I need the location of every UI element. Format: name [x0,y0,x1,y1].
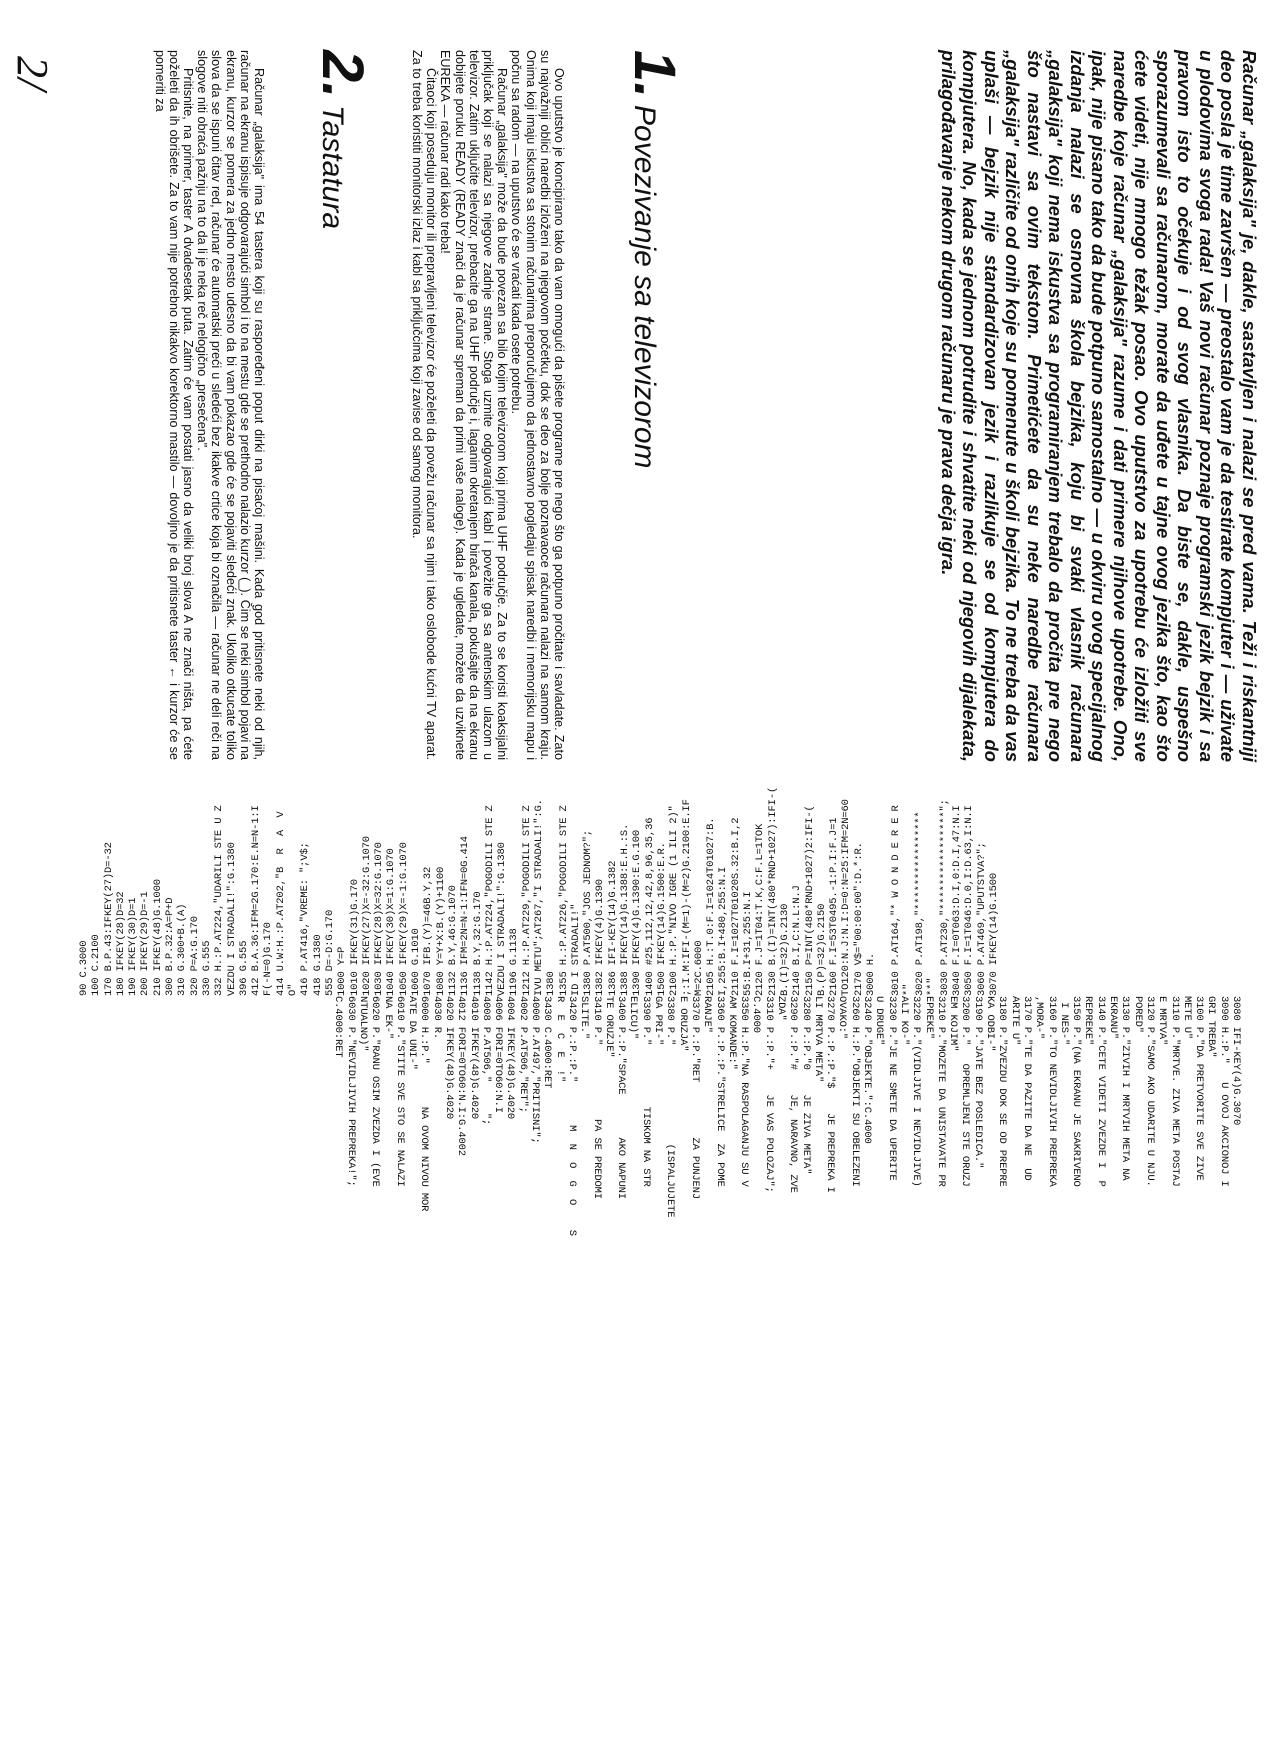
code-line: KA ODBI-" [984,996,997,1052]
code-line: ;:I.M:IFI-(M=1)-(M=2)G.2100:E.IF [680,799,693,996]
code-line [877,296,889,996]
code-line: 2140 B.I,C:N.L:N.J [791,885,804,996]
code-line: 4002 P.AT506,"RET"; [516,996,529,1113]
code-line: 1382 IFKEY(4)G.1390 [594,879,607,996]
code-line: 1380 P.AT500,"JOS JEDNOM?"; [582,829,595,996]
code-line: 1212 H.:P.AT229,"POGODILI STE Z [520,805,533,996]
code-line: 200 IFKEY(29)D=-1 [139,891,152,996]
code-line: SLITE." [578,996,591,1040]
code-line: 3360 P.:P.:P."STRELICE ZA POME [713,996,726,1187]
code-line: 3350 H.:P."NA RASPOLAGANJU SU V [738,996,751,1187]
code-line: 320 P=A:G.170 [188,916,201,996]
code-line: OVAKO:" [836,996,849,1040]
code-line: 1070 IFB.(Y)=46B.Y,32 [422,866,435,996]
code-line: 3180 P."ZVEZDU DOK SE OD PREPRE [996,996,1009,1187]
code-line: 4008 P.AT506," "; [479,996,492,1126]
section2-heading [309,50,376,229]
code-line: EPREKE" [922,996,935,1040]
code-line: 3120 P."SAMO AKO UDARITE U NJU. [1143,996,1156,1187]
code-line: *" [901,983,914,996]
code-line: 396 G.555 [237,940,250,996]
code-line: ARITE U" [1008,996,1021,1046]
code-line: ,MORA-" [1033,996,1046,1040]
code-line: ZDA" [775,996,788,1021]
code-line: 418 G.1380 [311,934,324,996]
code-line: R E C E !" [553,996,566,1083]
code-line: 1030 IFKEY(28)X=32:G.1070 [373,842,386,996]
code-line: 4012 FORI=0TO60:N.I:G.4002 [455,996,468,1156]
basic-listing-right [332,996,1242,1696]
code-line: 3240 P."OBJEKTE.":C.4000 [861,996,874,1144]
code-line: 3390 P." TISKOM NA STR [639,996,652,1187]
code-line: 1390 IFKEY(4)G.1390:E.G.100 [631,829,644,996]
code-line: 414 U.W:H.:P.AT202,"B R A V [274,811,287,996]
code-line: ATE DA UNI-" [406,996,419,1070]
code-line: 3090 H.:P." U OVOJ AKCIONOJ I [1217,996,1230,1187]
code-line: 300 B.P.32:A=P+D [164,897,177,996]
page-number: 2/ [8,56,57,91]
code-line: 1136 IFM=2N=N-1:IFN=0G.414 [459,836,472,996]
code-line: 3420 P.:P.:P." M N O G O S [565,996,578,1236]
code-line: 2120 F.J=1T04:T.K,C:F.L=1TOK [754,823,767,996]
intro-paragraph: Računar „galaksija" je, dakle, sastavljen i nalazi se pred vama. Teži i riskantniji deo posla je time završen — preostalo vam je da testirate kompjuter i — uživate u plodovima svoga rada! Vaš novi računar poznaje programski jezik bejzik i sa pravom isto to očekuje i od svog vlasnika. Da biste se, dakle, uspešno sporazumevali sa računarom, morate da uđete u tajne ovog jezika što, kao što ćete videti, nije mnogo težak posao. Ovo uputstvo za upotrebu će izložiti sve naredbe koje računar „galaksija" razume i dati primere njihove upotrebe. Ono, ipak, nije pisano tako da bude potpuno samostalno — u okviru ovog specijalnog izdanja nalazi se osnovna škola bejzika, koju bi svaki vlasnik računara „galaksija" koji nema iskustva sa programiranjem trebalo da pročita pre nego što nastavi sa ovim tekstom. Primetićete da su neke naredbe računara „galaksija" različite od onih koje su pomenute u školi bejzika. To ne treba da vas uplaši — bejzik nije standardizovan jezik i razlikuje se od kompjutera do kompjutera. No, kada se jednom potrudite i shvatite neki od njegovih dijalekata, prilagođavanje nekom drugom računaru je prava dečja igra. [938,50,1260,762]
code-line: 170 B.P.43:IFKEY(27)D=-32 [102,842,115,996]
code-line: 3060 P.AT469,"UPUTSTVA?"; [975,842,988,996]
code-line: 2100 H.:P."NIVO IGRE (1 ILI 2)" [668,805,681,996]
code-line: 416 P.AT416,"VREME: ";V$; [299,842,312,996]
code-line: 3430 C.4000:RET [541,996,554,1089]
code-line: 4006 FORI=0TO60:N.I [492,996,505,1113]
code-line: 3260 H.:P."OBJEKTI SU OBELEZENI [848,996,861,1187]
code-line: TE ORUZJE" [602,996,615,1058]
code-line: 330 G.555 [200,940,213,996]
code-line: 1010 IFKEY(31)G.170 [348,879,361,996]
section1-paragraph: Računar „galaksija" može da bude povezan sa bilo kojim televizorom koji prima UHF područje. Za to se koristi koaksijalni priključak koji se nalazi sa njegove zadnje strane. Stoga uzmite odgovarajući kabl i povežite ga sa antenskim ulazom u televizor. Zatim uključite televizor, prebacite ga na UHF područje i, laganim okretanjem birača kanala, pokušajte da na ekranu dobijete poruku READY (READY znači da je računar spreman da primi vaše naloge). Kada je ugledate, možete da uzviknete EUREKA — računar radi kako treba! [438,50,510,760]
code-line: LI MRTVA META" [811,996,824,1083]
code-line: 3400 P.:P."SPACE AKO NAPUNI [615,996,628,1199]
code-line: 1380 [545,971,558,996]
code-line: ALI KO-" [897,996,910,1046]
code-line: 3010 P.AT164,"* W O N D E R E R [889,805,902,996]
code-line: 3130 P."ZIVIH I MRTVIH META NA [1119,996,1132,1181]
code-line: E MRTVA" [1156,996,1169,1046]
code-line: O" [287,983,300,996]
code-line: PORED" [1131,996,1144,1033]
code-line: 3280 P.:P."0 JE ZIVA META" [799,996,812,1175]
code-line: 3030 P.AT230,"****************"; [938,799,951,996]
code-line: C.4000:RET [332,996,345,1058]
code-line: 100 C.2100 [90,934,103,996]
code-line: 3040 F.I=0T063:D.I,0:D.I,47:N.I [951,805,964,996]
code-line: EKRANU" [1107,996,1120,1040]
code-line: IVU METU";AT267,"I STRADALI!":G. [532,799,545,996]
code-line: 6020 P."RANU OSIM ZVEZDA I (EVE [369,996,382,1187]
section2-paragraph: Pritisnite, na primer, taster A dvadesetak puta. Zatim će vam postati jasno da veliki broj slova A ne znači ništa, pa ćete poželeti da ih obrišete. Za to vam nije potrebno nikakvo korektorno mastilo — dovoljno je da pritisnete taster ← i kurzor će se pomeriti za [152,50,195,760]
code-line: 3080 IFI-KEY(4)G.3070 [1230,996,1242,1126]
code-line: 3070 IFKEY(14)G.1500 [987,872,1000,996]
code-line: 310 G.300+B.(A) [176,903,189,996]
code-line: 1386 IFI-KEY(14)G.1382 [606,860,619,996]
code-line: 1500 IFKEY(14)G.1500:E.R. [655,842,668,996]
code-line: 3000 H. [865,952,877,996]
code-line: 6000 H.:P." NA OVOM NIVOU MOR [418,996,431,1212]
code-line: 3150 P."(NA EKRANU JE SAKRIVENO [1070,996,1083,1187]
section1-paragraph: Čitaoci koji poseduju monitor ili prepravljeni televizor će poželeti da povežu računar sa njim i tako oslobode kućni TV aparat. Za to treba koristiti monitorski izlaz i kabl sa priključcima koji zavise od samog monitora. [409,50,439,760]
code-line: 3210 P."MOZETE DA UNISTAVATE PR [934,996,947,1187]
code-line: NA EK-" [381,996,394,1040]
code-line: METE U" [1180,996,1193,1040]
code-line: 3050 F.I=1T046:D.0,I:D.63,I:N.I [963,805,976,996]
code-line: 90 C.3000 [78,940,90,996]
section1-title: Povezivanje sa televizorom [628,105,661,469]
code-line: 2130 B.(I)=INT(480*RND+1027):IFI-( [766,786,779,996]
code-line: VEZDU I STRADALI!":G.1380 [496,842,509,996]
code-line: 3230 P."JE NE SMETE DA UPERITE [885,996,898,1181]
code-line: 3190 P."JATE BEZ POSLEDICA." [971,996,984,1169]
code-line: RANJE" [701,996,714,1033]
code-line: 1355 H.:P.AT226,"POGODILI STE Z [557,805,570,996]
section1-paragraph: Ovo uputstvo je koncipirano tako da vam omogući da pišete programe pre nego što ga potpuno pročitate i savladate. Zato su najvažniji oblici naredbi izloženi na njegovom početku, dok se deo za bolje poznavaoce računara nalazi na samom kraju. Onima koji imaju iskustva sa stonim računarima preporučujemo da jednostavno pogledaju spisak naredbi i memorijsku mapu i počnu sa radom — na uputstvo će se vraćati kada osete potrebu. [509,50,566,760]
code-line: 2160 F.I=53T0495.-1:P.I:F.J=1 [828,817,841,996]
code-line: 1060 G.1010 [410,928,423,996]
code-line: 3020 P.AT198,"**************** [914,811,927,996]
code-line: 332 H.:P.AT224,"UDARILI STE U Z [213,805,226,996]
code-line: 1080 Y=Y+X:B.(Y)+1100 [434,866,447,996]
code-line: VEZDU I STRADALI!":G.1380 [225,842,238,996]
code-line: 180 IFKEY(28)D=32 [114,891,127,996]
code-line: 3380 P." (ISPALJUJETE [664,996,677,1218]
code-line: 3220 P."(VIDLJIVE I NEVIDLJIVE) [910,996,923,1187]
code-line: ID I STRADALI!" [569,903,582,996]
code-line: F(-N=0)G.170 [262,922,275,996]
code-line: 1388 IFKEY(14)G.1388:E.H.:S. [619,823,632,996]
section1-number: 1. [622,50,687,99]
code-line: 190 IFKEY(30)D=1 [127,897,140,996]
code-line: U DRUGE" [873,996,886,1046]
code-line: I,255:B.I+480,255:N.I [717,866,730,996]
code-line: 4000 P.AT497,"PRITISNI"; [529,996,542,1144]
code-line: 1400 #25,112,12,42,8,96,35,36 [643,817,656,996]
code-line: 555 D=-D:G.170 [323,909,336,996]
code-line: 4020 IFKEY(48)G.4020 [443,996,455,1120]
code-line: EM KOJIM" [947,996,960,1052]
code-line: 210 IFKEY(48)G.1000 [151,879,164,996]
code-line: 2110 F.I=1027T01020S.32:B.I,2 [729,817,742,996]
code-line: 4030 R. [430,996,443,1040]
code-line: C.4000 [750,996,763,1033]
code-line: 412 B.A.36:IFM=2G.170:E.N=N-1:I [250,805,263,996]
code-line: GRI TREBA" [1205,996,1218,1058]
code-line: 1020 IFKEY(27)X=-32:G.1070 [360,836,373,996]
code-line: 1142 H.:P.AT224,"POGODILI STE Z [483,805,496,996]
code-line: 55:B.I+31,255:N.I [742,891,755,996]
code-line: 2150 P=INT(480*RND+1027)2:IFI-( [803,805,816,996]
code-line: 2170 V$="00:00:00":D.*:R. [852,842,865,996]
code-line: ELICU)" [627,996,640,1040]
code-line: 3100 P."DA PRETVORITE SVE ZIVE [1193,996,1206,1181]
code-line: 3370 P.:P."RET ZA PUNJENJ [688,996,701,1199]
code-line: 6010 P."STITE SVE STO SE NALAZI [393,996,406,1187]
section2-title: Tastatura [316,105,349,230]
code-line: B.(I)=32)G.2130 [778,903,791,996]
basic-listing-left [78,296,1000,996]
code-line: M=2C.6000 [692,940,705,996]
code-line: E ORUZJA" [676,996,689,1052]
code-line: GA PRI-" [652,996,665,1046]
code-line: 3200 P." OPREMLJENI STE ORUZJ [959,996,972,1187]
code-line: 3140 P."CETE VIDETI ZVEZDE I P [1094,996,1107,1187]
code-line: 3170 P."TE DA PAZITE DA NE UD [1020,996,1033,1181]
section2-paragraph: Računar „galaksija" ima 54 tastera koji su raspoređeni poput dirki na pisaćoj mašini. Kada god pritisnete neki od njih, računar na ekranu ispisuje odgovarajući simbol i to na mestu gde se prethodno nalazio kurzor (_). Čim se neki simbol pojavi na ekranu, kurzor se pomera za jedno mesto udesno da bi vam pokazao gde će se pojaviti sledeći znak. Ukoliko otkucate toliko slova da se ispuni čitav red, računar će automatski preći u sledeći bez ikakve crtice koja bi označila — računar ne deli reči na slogove niti obraća pažnju na to da li je neka reč nelogično „presečena". [195,50,266,760]
code-line: 1050 IFKEY(29)X=-1:G.1070 [397,842,410,996]
code-line: TO120:N.J:N.I:D=0:N=25:IFM=2N=60 [840,799,853,996]
code-line: 3110 P."MRTVE. ZIVA META POSTAJ [1168,996,1181,1187]
code-line: 3270 P.:P.:P."$ JE PREPREKA I [824,996,837,1193]
code-line: 6030 P."NEVIDLJIVIH PREPREKA!"; [344,996,357,1187]
code-line: AM KOMANDE:" [725,996,738,1070]
code-line: 3410 P." PA SE PREDOMI [590,996,603,1199]
code-line: **" [926,977,939,996]
code-line: 1138 B.Y,32:G.170 [471,891,484,996]
code-line: 4004 IFKEY(48)G.4020 [504,996,517,1120]
code-line: 1040 IFKEY(30)X=1:G.1070 [385,848,398,996]
code-line: 3310 P.:P."+ JE VAS POLOZAJ"; [762,996,775,1193]
code-line: 1000 Y=P [336,946,349,996]
section2-number: 2. [310,50,375,99]
code-line: 4010 IFKEY(48)G.4020 [467,996,480,1120]
code-line: I NES-" [1057,996,1070,1046]
code-line: NTUALNO)" [356,996,369,1052]
code-line: B.(P)=32)G.2150 [815,903,828,996]
code-line: REPREKE" [1082,996,1095,1046]
code-line: 3290 P.:P."# JE, NARAVNO, ZVE [787,996,800,1193]
code-line: 3160 P."TO NEVIDLJIVIH PREPREKA [1045,996,1058,1187]
code-line: 1132 B.Y,46:G.1070 [446,885,459,996]
code-line: 1196 G.1138 [508,928,521,996]
code-line: 2105 H.:T.0:F.I=1024T01027:B. [705,817,718,996]
